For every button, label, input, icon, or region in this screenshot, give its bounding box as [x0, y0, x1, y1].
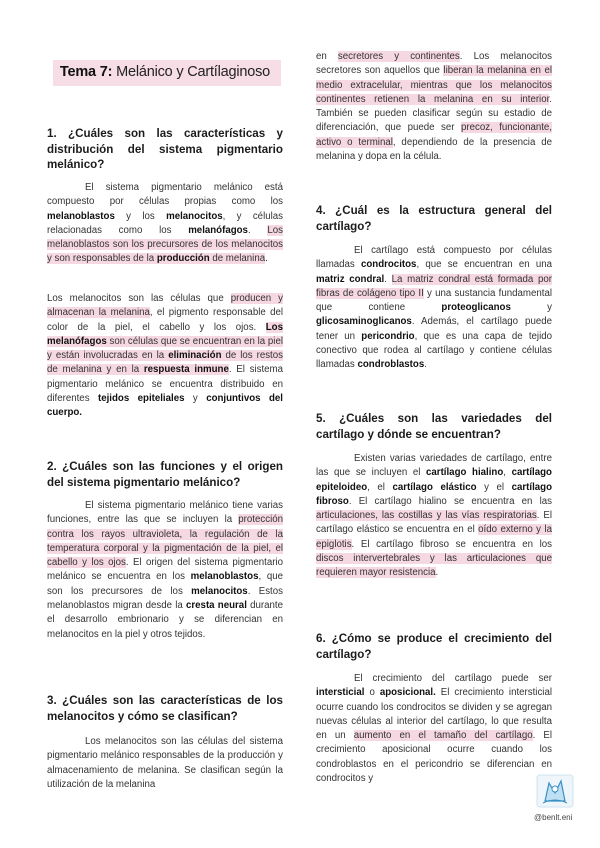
mascot-logo-icon	[535, 773, 575, 809]
answer-3-paragraph: Los melanocitos son las células del sistema pigmentario melánico responsables de la producción y almacenamiento de melanina. Se clasifican según la utilización de la melanina	[47, 736, 283, 790]
question-2-heading: 2. ¿Cuáles son las funciones y el origen del sistema pigmentario melánico?	[47, 460, 283, 489]
question-5-heading: 5. ¿Cuáles son las variedades del cartílago y dónde se encuentran?	[316, 412, 552, 441]
answer-2-paragraph: El sistema pigmentario melánico tiene varias funciones, entre las que se incluyen la protección contra los rayos ultravioleta, la regulación de la temperatura corporal y la pigmentación de la piel, el cabello y los ojos. El origen del sistema pigmentario melánico se encuentra en los melanoblastos, que son los precursores de los melanocitos. Estos melanoblastos migran desde la cresta neural durante el desarrollo embrionario y se diferencian en melanocitos en la piel y otros tejidos.	[47, 500, 283, 640]
question-6-heading: 6. ¿Cómo se produce el crecimiento del cartílago?	[316, 632, 552, 661]
brand-handle: @benlt.eni	[534, 813, 573, 822]
question-3-heading: 3. ¿Cuáles son las características de los melanocitos y cómo se clasifican?	[47, 694, 283, 723]
answer-1-paragraph-2: Los melanocitos son las células que producen y almacenan la melanina, el pigmento responsable del color de la piel, el cabello y los ojos. Los melanófagos son células que se encuentran en la piel y están involucradas en la eliminación de los restos de melanina y en la respuesta inmune. El sistema pigmentario melánico se encuentra distribuido en diferentes tejidos epiteliales y conjuntivos del cuerpo.	[47, 293, 283, 419]
question-4-heading: 4. ¿Cuál es la estructura general del cartílago?	[316, 204, 552, 233]
answer-4-paragraph: El cartílago está compuesto por células llamadas condrocitos, que se encuentran en una matriz condral. La matriz condral está formada por fibras de colágeno tipo II y una sustancia fundamental que contiene proteoglicanos y glicosaminoglicanos. Además, el cartílago puede tener un pericondrio, que es una capa de tejido conectivo que rodea al cartílago y contiene células llamadas condroblastos.	[316, 245, 553, 371]
page-title: Tema 7: Melánico y Cartílaginoso	[59, 64, 271, 80]
answer-1-paragraph-1: El sistema pigmentario melánico está compuesto por células propias como los melanoblastos y los melanocitos, y células relacionadas como los melanófagos. Los melanoblastos son los precursores de los melanocitos y son responsables de la producción de melanina.	[47, 182, 283, 265]
answer-6-paragraph: El crecimiento del cartílago puede ser intersticial o aposicional. El crecimiento intersticial ocurre cuando los condrocitos se dividen y se agregan nuevas células al interior del cartílago, lo que resulta en un aumento en el tamaño del cartílago. El crecimiento aposicional ocurre cuando los condroblastos en el pericondrio se diferencian en condrocitos y	[316, 673, 553, 785]
answer-5-paragraph: Existen varias variedades de cartílago, entre las que se incluyen el cartílago hialino, cartílago epiteloideo, el cartílago elástico y el cartílago fibroso. El cartílago hialino se encuentra en las articulaciones, las costillas y las vías respiratorias. El cartílago elástico se encuentra en el oído externo y la epiglotis. El cartílago fibroso se encuentra en los discos intervertebrales y las articulaciones que requieren mayor resistencia.	[316, 453, 552, 579]
answer-3-paragraph-continued: en secretores y continentes. Los melanocitos secretores son aquellos que liberan la melanina en el medio extracelular, mientras que los melanocitos continentes retienen la melanina en su interior. También se pueden clasificar según su estadio de diferenciación, que puede ser precoz, funcionante, activo o terminal, dependiendo de la presencia de melanina y dopa en la célula.	[316, 51, 553, 163]
question-1-heading: 1. ¿Cuáles son las características y distribución del sistema pigmentario melánico?	[47, 127, 283, 171]
